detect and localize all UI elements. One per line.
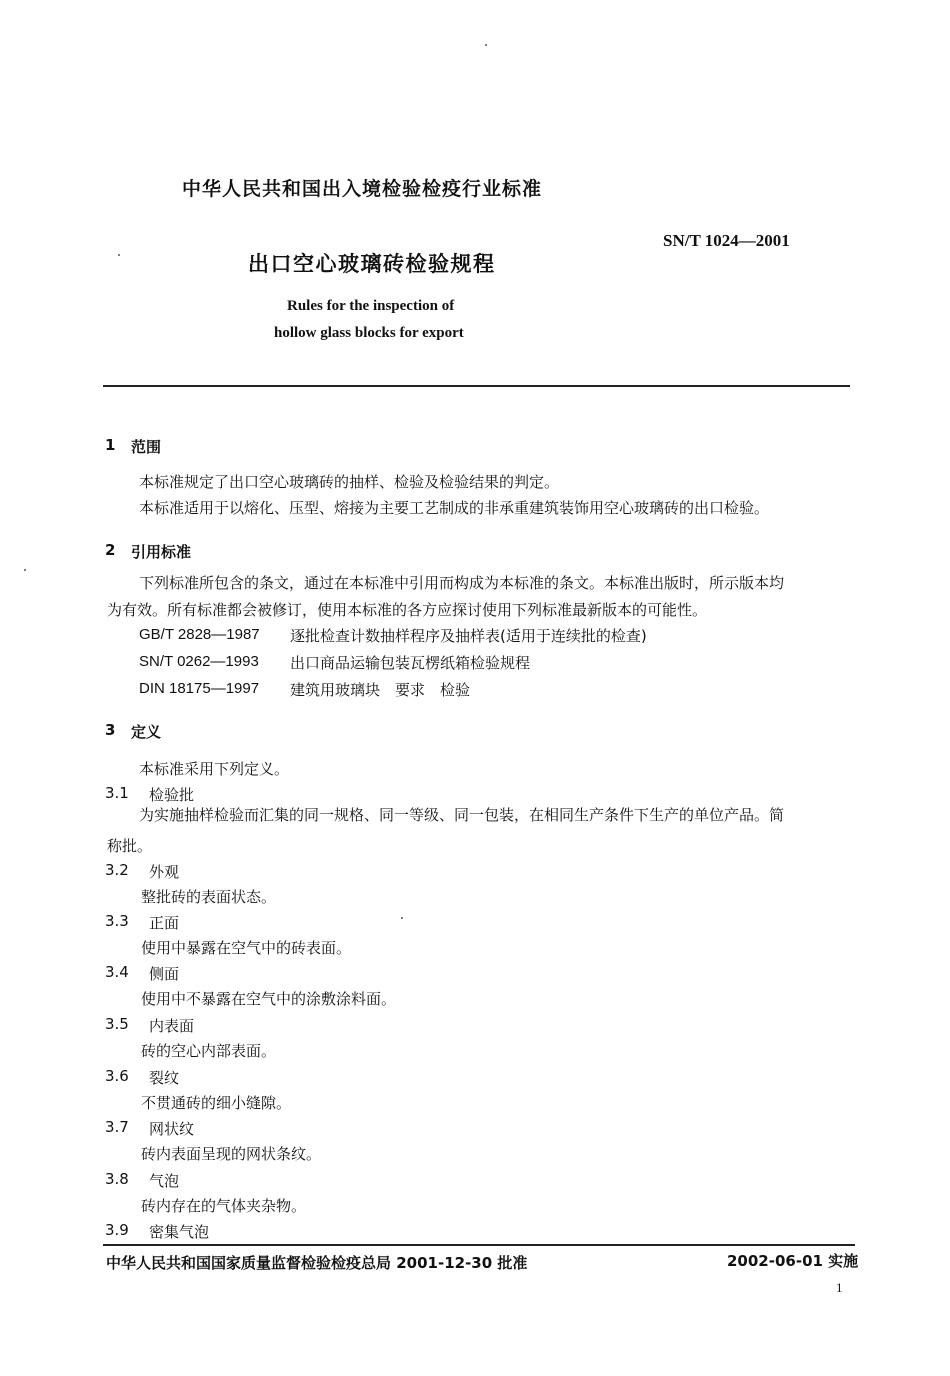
section-3-number: 3 [105,721,116,739]
page-number: 1 [836,1280,843,1295]
definition-text: 整批砖的表面状态。 [141,888,277,906]
scan-speck [401,917,403,919]
definition-text: 使用中不暴露在空气中的涂敷涂料面。 [141,990,397,1008]
reference-code: DIN 18175—1997 [139,680,260,697]
definition-text: 不贯通砖的细小缝隙。 [141,1094,292,1112]
definition-text: 砖的空心内部表面。 [141,1042,277,1060]
section-2-number: 2 [105,541,116,559]
approval-statement: 中华人民共和国国家质量监督检验检疫总局 2001-12-30 批准 [106,1254,528,1272]
footer-divider [103,1244,855,1246]
definition-number: 3.9 [105,1221,129,1239]
definition-number: 3.8 [105,1170,129,1188]
definition-number: 3.4 [105,963,129,981]
definition-number: 3.5 [105,1015,129,1033]
definition-term: 气泡 [149,1172,180,1190]
definition-text: 砖内存在的气体夹杂物。 [141,1197,307,1215]
definition-term: 侧面 [149,965,180,983]
english-title-line-1: Rules for the inspection of [287,298,455,314]
definition-number: 3.3 [105,912,129,930]
definition-text: 为实施抽样检验而汇集的同一规格、同一等级、同一包装，在相同生产条件下生产的单位产品。简 [139,806,785,824]
reference-title: 逐批检查计数抽样程序及抽样表(适用于连续批的检查) [290,627,647,645]
reference-code: SN/T 0262—1993 [139,653,259,670]
definition-text: 使用中暴露在空气中的砖表面。 [141,939,352,957]
reference-code: GB/T 2828—1987 [139,626,260,643]
reference-title: 出口商品运输包装瓦楞纸箱检验规程 [290,654,531,672]
definition-term: 检验批 [149,786,195,804]
scan-speck [118,254,120,256]
section-1-paragraph-2: 本标准适用于以熔化、压型、熔接为主要工艺制成的非承重建筑装饰用空心玻璃砖的出口检验。 [139,499,770,517]
section-1-title: 范围 [131,438,162,456]
scan-speck [485,44,487,46]
definition-term: 网状纹 [149,1120,195,1138]
standard-code: SN/T 1024—2001 [663,231,790,250]
definition-term: 密集气泡 [149,1223,210,1241]
section-3-title: 定义 [131,723,162,741]
definition-number: 3.7 [105,1118,129,1136]
section-1-paragraph-1: 本标准规定了出口空心玻璃砖的抽样、检验及检验结果的判定。 [139,473,560,491]
document-title: 出口空心玻璃砖检验规程 [248,252,496,276]
effective-date: 2002-06-01 实施 [727,1252,859,1270]
definition-term: 正面 [149,914,180,932]
definition-text: 砖内表面呈现的网状条纹。 [141,1145,322,1163]
definition-number: 3.6 [105,1067,129,1085]
section-1-number: 1 [105,436,116,454]
definition-term: 外观 [149,863,180,881]
definition-term: 内表面 [149,1017,195,1035]
section-3-intro: 本标准采用下列定义。 [139,760,290,778]
section-2-title: 引用标准 [131,543,192,561]
section-2-paragraph-line-1: 下列标准所包含的条文，通过在本标准中引用而构成为本标准的条文。本标准出版时，所示版本均 [139,574,785,592]
section-2-paragraph-line-2: 为有效。所有标准都会被修订，使用本标准的各方应探讨使用下列标准最新版本的可能性。 [107,601,708,619]
definition-text-continued: 称批。 [107,837,153,855]
scan-speck [24,569,26,571]
definition-number: 3.1 [105,784,129,802]
reference-title: 建筑用玻璃块 要求 检验 [290,681,471,699]
header-divider [103,385,850,387]
definition-number: 3.2 [105,861,129,879]
definition-term: 裂纹 [149,1069,180,1087]
standard-type: 中华人民共和国出入境检验检疫行业标准 [182,178,543,200]
english-title-line-2: hollow glass blocks for export [274,325,464,341]
